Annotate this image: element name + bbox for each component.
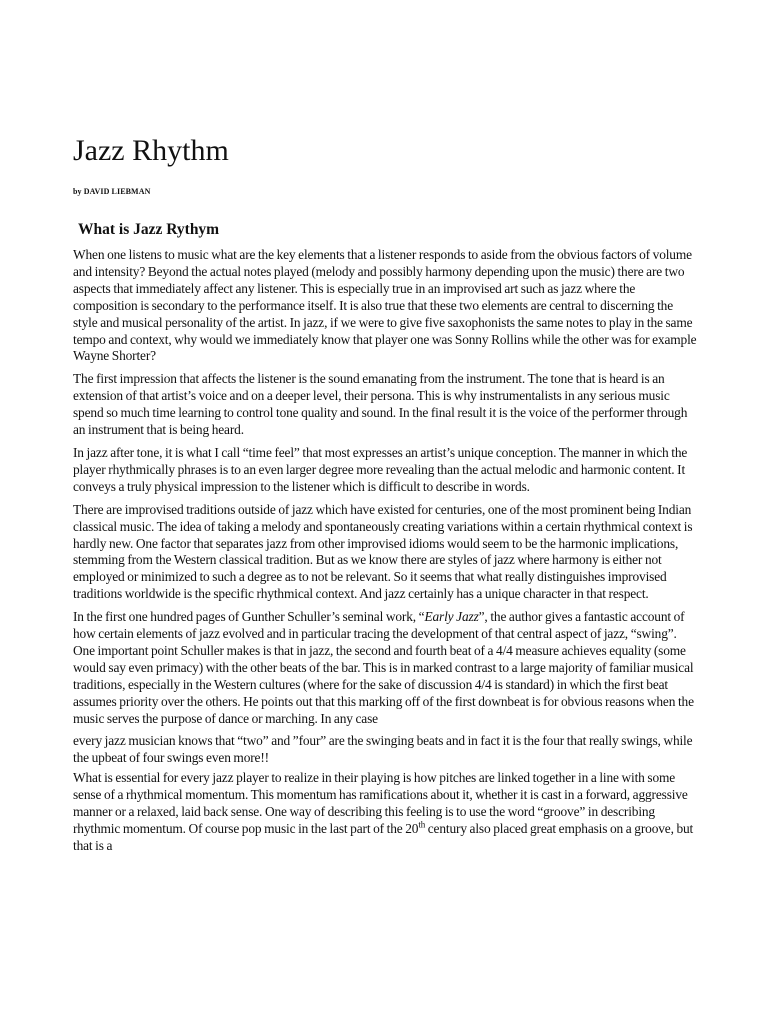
paragraph-5 — [73, 609, 697, 727]
author-byline: by DAVID LIEBMAN — [73, 187, 151, 196]
paragraph-6: every jazz musician knows that “two” and ”four” are the swinging beats and in fact it is the four that really swings, while the upbeat of four swings even more!! — [73, 733, 693, 766]
paragraph-5-start: In the first one hundred pages of Gunther Schuller’s seminal work, “ — [73, 609, 425, 625]
paragraph-4: There are improvised traditions outside of jazz which have existed for centuries, one of the most prominent being Indian classical music. The idea of taking a melody and spontaneously creating variations within a certain rhythmical context is hardly new. One factor that separates jazz from other improvised idioms would seem to be the harmonic implications, stemming from the Western classical tradition. But as we know there are styles of jazz where harmony is either not employed or minimized to such a degree as to not be relevant. So it seems that what really distinguishes improvised traditions worldwide is the specific rhythmical context. And jazz certainly has a unique character in that respect. — [73, 501, 693, 602]
paragraph-7-start: What is essential for every jazz player to realize in their playing is how pitches are linked together in a line with some sense of a rhythmical momentum. This momentum has ramifications about it, whether it is cast in a forward, aggressive manner or a relaxed, laid back sense. One way of describing this feeling is to use the word “groove” in describing rhythmic momentum. Of course pop music in the last part of the 20 — [73, 770, 688, 836]
section-heading: What is Jazz Rythym — [78, 221, 220, 238]
page-title: Jazz Rhythm — [73, 134, 229, 167]
paragraph-1: When one listens to music what are the key elements that a listener responds to aside from the obvious factors of volume and intensity? Beyond the actual notes played (melody and possibly harmony depending upon the music) there are two aspects that immediately affect any listener. This is especially true in an improvised art such as jazz where the composition is secondary to the performance itself. It is also true that these two elements are central to discerning the style and musical personality of the artist. In jazz, if we were to give five saxophonists the same notes to play in the same tempo and context, why would we immediately know that player one was Sonny Rollins while the other was for example Wayne Shorter? — [73, 247, 697, 364]
article-body — [73, 247, 697, 861]
paragraph-3: In jazz after tone, it is what I call “time feel” that most expresses an artist’s unique conception. The manner in which the player rhythmically phrases is to an even larger degree more revealing than the actual melodic and harmonic content. It conveys a truly physical impression to the listener which is difficult to describe in words. — [73, 444, 688, 494]
paragraph-7-rest: century also placed great emphasis on a groove, but that is a — [73, 821, 694, 853]
paragraph-2: The first impression that affects the listener is the sound emanating from the instrument. The tone that is heard is an extension of that artist’s voice and on a deeper level, their persona. This is why instrumentalists in any serious music spend so much time learning to control tone quality and sound. In the final result it is the voice of the performer through an instrument that is being heard. — [73, 371, 688, 438]
ordinal-superscript: th — [418, 819, 426, 830]
paragraph-5-rest: ”, the author gives a fantastic account of how certain elements of jazz evolved and in particular tracing the development of that central aspect of jazz, “swing”. One important point Schuller makes is that in jazz, the second and fourth beat of a 4/4 measure achieves equality (some would say even primacy) with the other beats of the bar. This is in marked contrast to a large majority of familiar musical traditions, especially in the Western cultures (where for the sake of discussion 4/4 is standard) in which the first beat assumes priority over the others. He points out that this marking off of the first downbeat is for obvious reasons when the music serves the purpose of dance or marching. In any case — [73, 609, 694, 726]
paragraph-7 — [73, 770, 697, 855]
book-title: Early Jazz — [424, 609, 479, 625]
